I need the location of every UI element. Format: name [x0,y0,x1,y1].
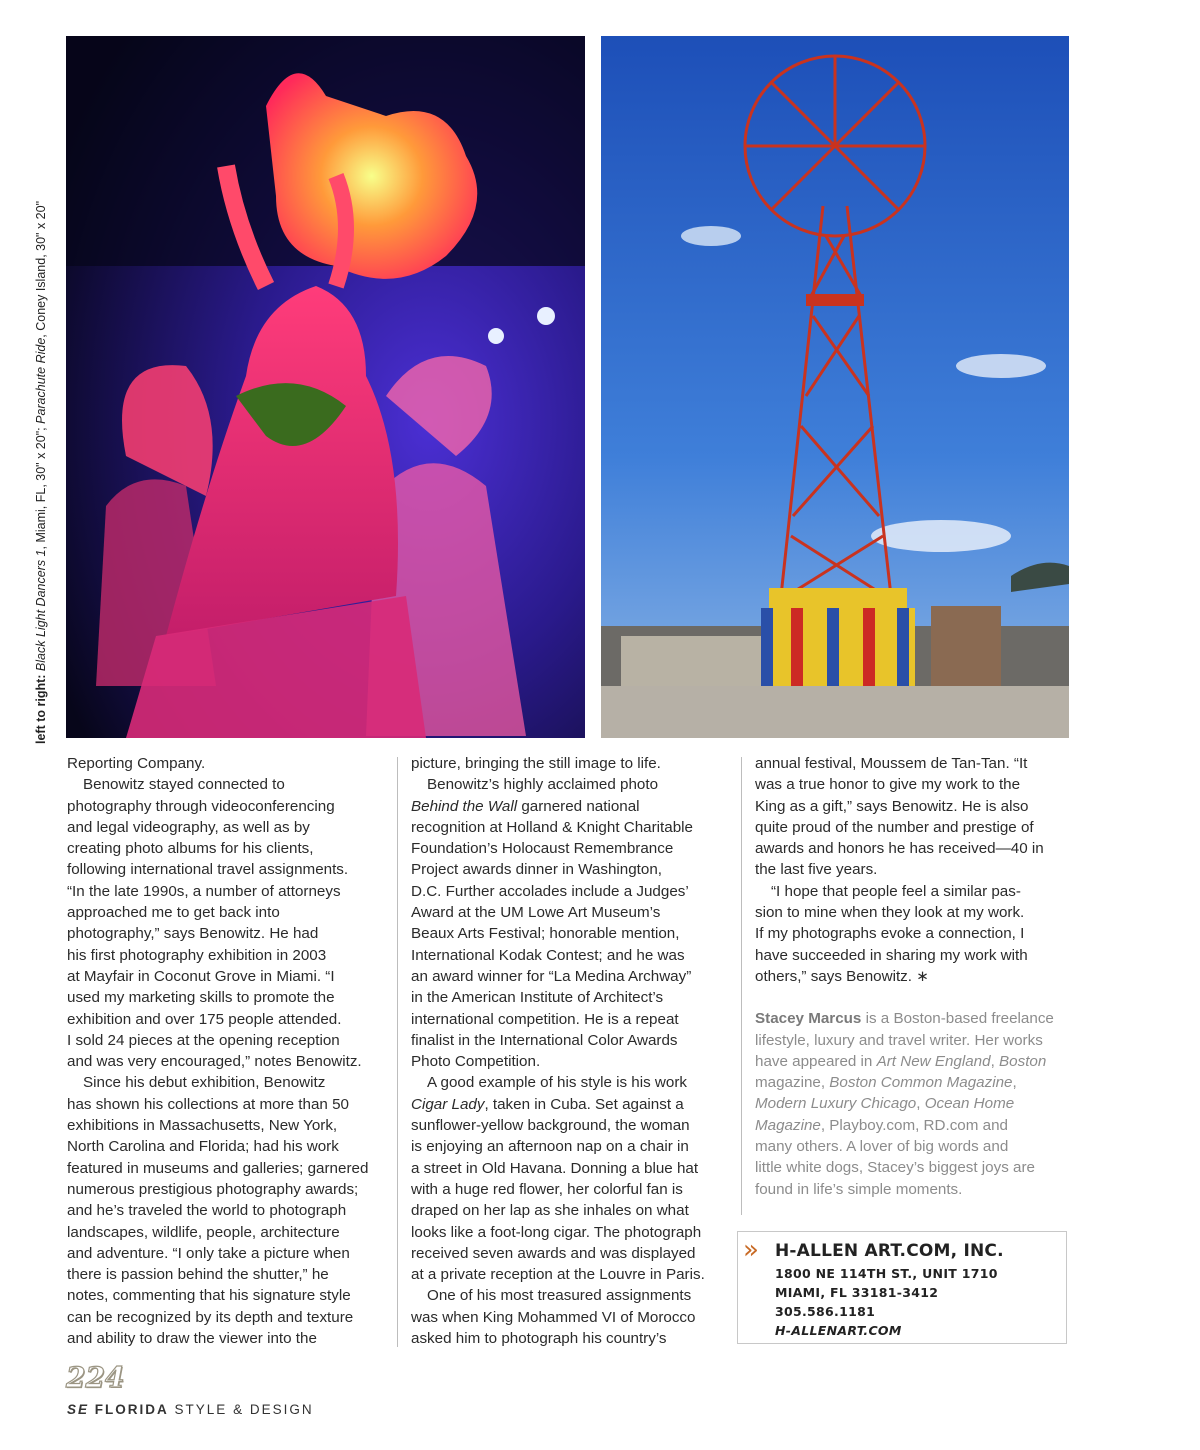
text-line: exhibitions in Massachusetts, New York, [67,1117,338,1135]
column-divider [397,757,398,1347]
text-line: sion to mine when they look at my work. [755,904,1025,922]
text-line: there is passion behind the shutter,” he [67,1266,329,1284]
text-line: numerous prestigious photography awards; [67,1180,359,1198]
text-line: recognition at Holland & Knight Charitable [411,818,693,836]
text-line: If my photographs evoke a connection, I [755,925,1025,943]
text-line: Benowitz stayed connected to [83,776,285,794]
text-line: Benowitz’s highly acclaimed photo [427,776,659,794]
text-line: is enjoying an afternoon nap on a chair in [411,1138,689,1156]
text-line: “I hope that people feel a similar pas- [771,882,1021,900]
text-line: Behind the Wall garnered national [411,797,640,815]
text-line: approached me to get back into [67,904,280,922]
text-line: others,” says Benowitz. ∗ [755,967,929,985]
text-line: Stacey Marcus is a Boston-based freelance [755,1010,1054,1028]
page-number: 224 [66,1361,125,1394]
text-line: “In the late 1990s, a number of attorneys [67,882,341,900]
text-line: Reporting Company. [67,755,206,772]
parachute-ride-photo [601,36,1069,738]
text-line: creating photo albums for his clients, [67,840,314,858]
column-divider [741,757,742,1215]
text-line: following international travel assignments. [67,861,349,879]
text-line: magazine, Boston Common Magazine, [755,1074,1017,1092]
double-chevron-icon: » [743,1235,757,1265]
text-line: exhibition and over 175 people attended. [67,1010,342,1028]
text-line: landscapes, wildlife, people, architecture [67,1223,340,1241]
text-line: lifestyle, luxury and travel writer. Her works [755,1031,1043,1049]
text-line: and ability to draw the viewer into the [67,1330,317,1348]
text-line: Modern Luxury Chicago, Ocean Home [755,1095,1015,1113]
text-line: featured in museums and galleries; garnered [67,1159,369,1177]
text-line: A good example of his style is his work [427,1074,687,1092]
company-name: H-ALLEN ART.COM, INC. [775,1241,1004,1261]
magazine-masthead: SE FLORIDA STYLE & DESIGN [67,1402,314,1417]
text-line: received seven awards and was displayed [411,1244,696,1262]
article-column-1 [67,753,385,1349]
text-line: with a huge red flower, her colorful fan is [411,1180,683,1198]
text-line: international competition. He is a repeat [411,1010,679,1028]
text-line: his first photography exhibition in 2003 [67,946,327,964]
text-line: found in life’s simple moments. [755,1180,963,1198]
text-line: was a true honor to give my work to the [755,776,1021,794]
text-line: and was very encouraged,” notes Benowitz. [67,1053,362,1071]
text-line: has shown his collections at more than 50 [67,1095,349,1113]
text-line: many others. A lover of big words and [755,1138,1009,1156]
text-line: and he’s traveled the world to photograph [67,1202,347,1220]
text-line: King as a gift,” says Benowitz. He is also [755,797,1029,815]
text-line: North Carolina and Florida; had his work [67,1138,339,1156]
author-bio [755,1008,1071,1200]
text-line: sunflower-yellow background, the woman [411,1117,690,1135]
article-column-3 [755,753,1071,1200]
website-link[interactable]: H-ALLENART.COM [775,1323,902,1338]
text-line: in the American Institute of Architect’s [411,989,664,1007]
text-line: quite proud of the number and prestige of [755,818,1034,836]
text-line: International Kodak Contest; and he was [411,946,685,964]
text-line: at Mayfair in Coconut Grove in Miami. “I [67,967,335,985]
text-line: Beaux Arts Festival; honorable mention, [411,925,680,943]
text-line: used my marketing skills to promote the [67,989,335,1007]
contact-box [737,1231,1067,1344]
text-line: Magazine, Playboy.com, RD.com and [755,1116,1008,1134]
text-line: looks like a foot-long cigar. The photograph [411,1223,702,1241]
work-title: Behind the Wall [411,797,518,815]
text-line: One of his most treasured assignments [427,1287,692,1305]
work-title: Cigar Lady [411,1095,485,1113]
phone-number: 305.586.1181 [775,1304,876,1319]
address-line: MIAMI, FL 33181-3412 [775,1285,939,1300]
text-line: D.C. Further accolades include a Judges’ [411,882,689,900]
text-line: awards and honors he has received—40 in [755,840,1044,858]
text-line: Award at the UM Lowe Art Museum’s [411,904,661,922]
text-line: asked him to photograph his country’s [411,1330,667,1348]
text-line: photography,” says Benowitz. He had [67,925,319,943]
text-line: I sold 24 pieces at the opening reception [67,1031,340,1049]
photo-caption: left to right: Black Light Dancers 1, Miami, FL, 30" x 20"; Parachute Ride, Coney Island, 30" x 20" [34,200,48,744]
text-line: a street in Old Havana. Donning a blue hat [411,1159,699,1177]
text-line: Cigar Lady, taken in Cuba. Set against a [411,1095,684,1113]
text-line: was when King Mohammed VI of Morocco [411,1308,696,1326]
text-line: picture, bringing the still image to life. [411,755,661,772]
text-line: can be recognized by its depth and texture [67,1308,354,1326]
text-line: Since his debut exhibition, Benowitz [83,1074,326,1092]
text-line: Photo Competition. [411,1053,541,1071]
address-line: 1800 NE 114TH ST., UNIT 1710 [775,1266,998,1281]
text-line: at a private reception at the Louvre in Paris. [411,1266,705,1284]
text-line: Foundation’s Holocaust Remembrance [411,840,674,858]
text-line: the last five years. [755,861,878,879]
text-line: Project awards dinner in Washington, [411,861,663,879]
text-line: finalist in the International Color Awards [411,1031,678,1049]
text-line: photography through videoconferencing [67,797,335,815]
text-line: an award winner for “La Medina Archway” [411,967,692,985]
text-line: and adventure. “I only take a picture when [67,1244,350,1262]
author-name: Stacey Marcus [755,1010,862,1028]
text-line: have succeeded in sharing my work with [755,946,1028,964]
text-line: draped on her lap as she inhales on what [411,1202,689,1220]
text-line: little white dogs, Stacey’s biggest joys are [755,1159,1035,1177]
text-line: have appeared in Art New England, Boston [755,1052,1047,1070]
text-line: annual festival, Moussem de Tan-Tan. “It [755,755,1028,772]
article-column-2 [411,753,729,1349]
text-line: and legal videography, as well as by [67,818,310,836]
text-line: notes, commenting that his signature style [67,1287,351,1305]
paragraph-gap [755,987,1071,1008]
black-light-dancers-photo [66,36,585,738]
